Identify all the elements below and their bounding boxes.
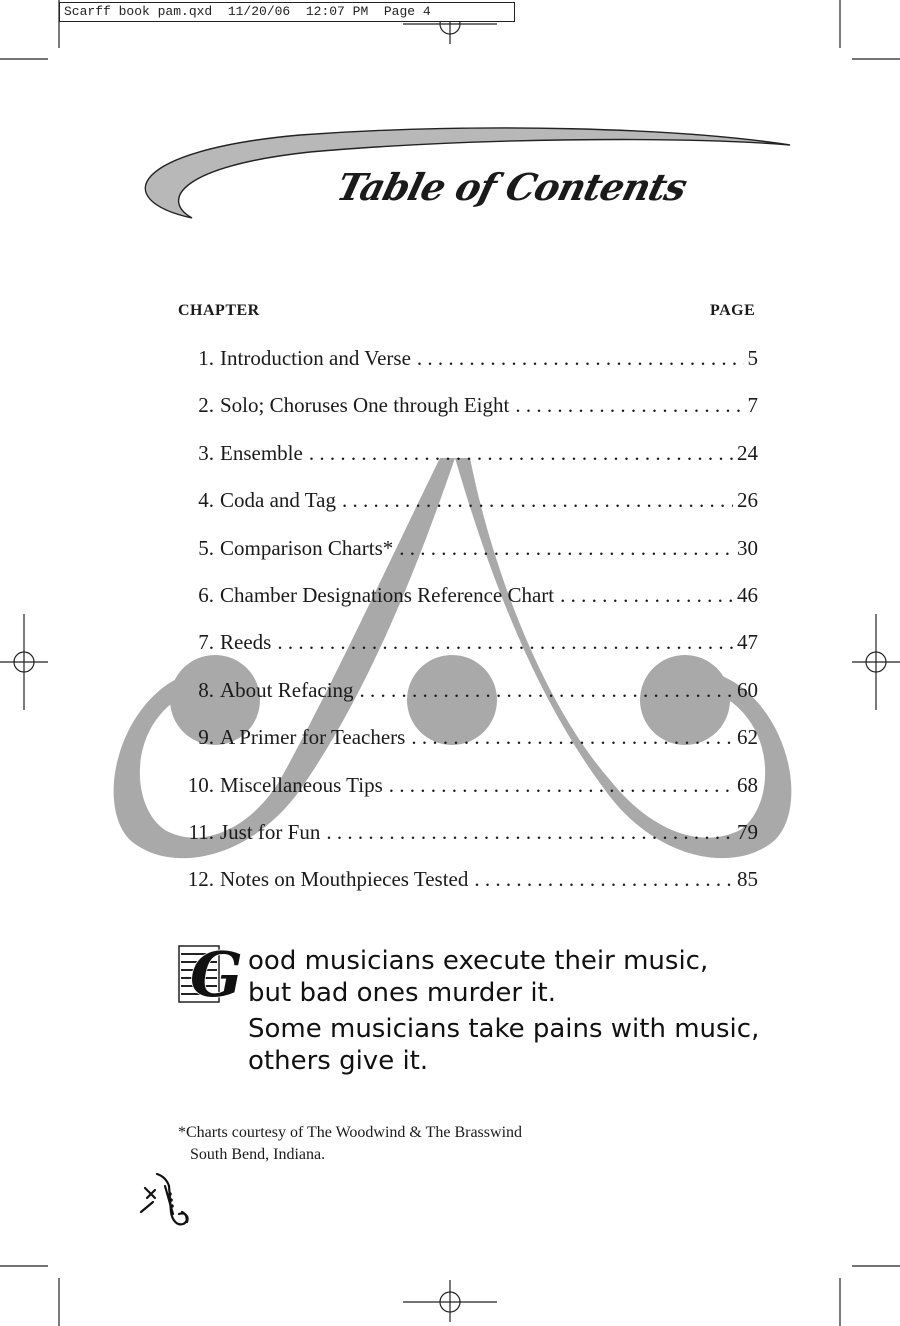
toc-entry <box>178 859 758 906</box>
toc-entry-page: 60 <box>737 677 758 702</box>
toc-entry-page: 47 <box>737 630 758 655</box>
toc-entry-page: 79 <box>737 819 758 844</box>
toc-entry-title: Introduction and Verse <box>220 346 411 370</box>
toc-entry-number: 8. <box>198 677 214 702</box>
saxophone-icon <box>135 1168 195 1238</box>
leader-dots <box>417 338 744 378</box>
quote-block <box>248 945 759 1077</box>
toc-entry <box>178 433 758 480</box>
quote-line-1: ood musicians execute their music, <box>248 946 709 976</box>
drop-cap-letter: G <box>190 940 243 1006</box>
toc-entry-page: 68 <box>737 772 758 797</box>
chapter-column-header: CHAPTER <box>178 302 260 319</box>
leader-dots <box>342 480 733 520</box>
toc-entry-title: Ensemble <box>220 440 303 465</box>
toc-entry-number: 2. <box>198 393 214 418</box>
toc-entry-page: 5 <box>747 346 758 370</box>
toc-entry-number: 10. <box>187 772 214 797</box>
leader-dots <box>326 812 733 852</box>
leader-dots <box>277 622 733 662</box>
toc-entry-number: 3. <box>198 440 214 465</box>
toc-entry-number: 5. <box>198 535 214 560</box>
leader-dots <box>474 859 733 899</box>
toc-entry-number: 12. <box>187 867 214 892</box>
toc-entry <box>178 528 758 575</box>
toc-entry-page: 30 <box>737 535 758 560</box>
toc-entry <box>178 812 758 859</box>
leader-dots <box>399 528 733 568</box>
toc-entry-title: A Primer for Teachers <box>220 725 406 750</box>
slug-line: Scarff book pam.qxd 11/20/06 12:07 PM Page 4 <box>59 2 515 22</box>
toc-entry-title: Notes on Mouthpieces Tested <box>220 867 469 892</box>
footnote-line-1: *Charts courtesy of The Woodwind & The Brasswind <box>178 1124 523 1141</box>
toc-entry-title: Miscellaneous Tips <box>220 772 383 797</box>
footnote <box>178 1122 522 1166</box>
toc-entry <box>178 622 758 669</box>
toc-entry-title: Solo; Choruses One through Eight <box>220 393 510 418</box>
toc-entry-title: Chamber Designations Reference Chart <box>220 582 555 607</box>
toc-entry-title: Just for Fun <box>220 819 321 844</box>
toc-entry-page: 26 <box>737 488 758 513</box>
toc-entry-page: 46 <box>737 582 758 607</box>
toc-entry-number: 7. <box>198 630 214 655</box>
toc-list <box>178 338 758 907</box>
leader-dots <box>309 433 733 473</box>
leader-dots <box>360 670 733 710</box>
toc-entry-page: 24 <box>737 440 758 465</box>
leader-dots <box>411 717 733 757</box>
quote-line-3: Some musicians take pains with music, <box>248 1014 760 1044</box>
title-swoosh <box>0 0 900 260</box>
toc-entry-number: 11. <box>188 819 214 844</box>
toc-entry <box>178 480 758 527</box>
toc-entry <box>178 765 758 812</box>
footnote-line-2: South Bend, Indiana. <box>190 1146 326 1163</box>
toc-entry <box>178 338 758 385</box>
leader-dots <box>515 385 743 425</box>
drop-cap-g-icon <box>178 940 244 1006</box>
toc-entry-page: 85 <box>737 867 758 892</box>
toc-entry-number: 4. <box>198 488 214 513</box>
leader-dots <box>389 765 733 805</box>
toc-entry-number: 1. <box>198 346 214 370</box>
toc-entry-title: Comparison Charts* <box>220 535 394 560</box>
page-column-header: PAGE <box>710 302 756 319</box>
toc-entry-title: Reeds <box>220 630 272 655</box>
toc-entry-page: 7 <box>747 393 758 418</box>
toc-entry-title: Coda and Tag <box>220 488 336 513</box>
toc-entry-number: 9. <box>198 725 214 750</box>
quote-line-2: but bad ones murder it. <box>248 978 557 1008</box>
toc-entry-number: 6. <box>198 582 214 607</box>
toc-entry <box>178 670 758 717</box>
toc-entry <box>178 717 758 764</box>
toc-entry <box>178 575 758 622</box>
toc-entry-title: About Refacing <box>220 677 354 702</box>
toc-entry <box>178 385 758 432</box>
leader-dots <box>560 575 733 615</box>
toc-entry-page: 62 <box>737 725 758 750</box>
quote-line-4: others give it. <box>248 1046 429 1076</box>
page-title: Table of Contents <box>332 165 691 209</box>
